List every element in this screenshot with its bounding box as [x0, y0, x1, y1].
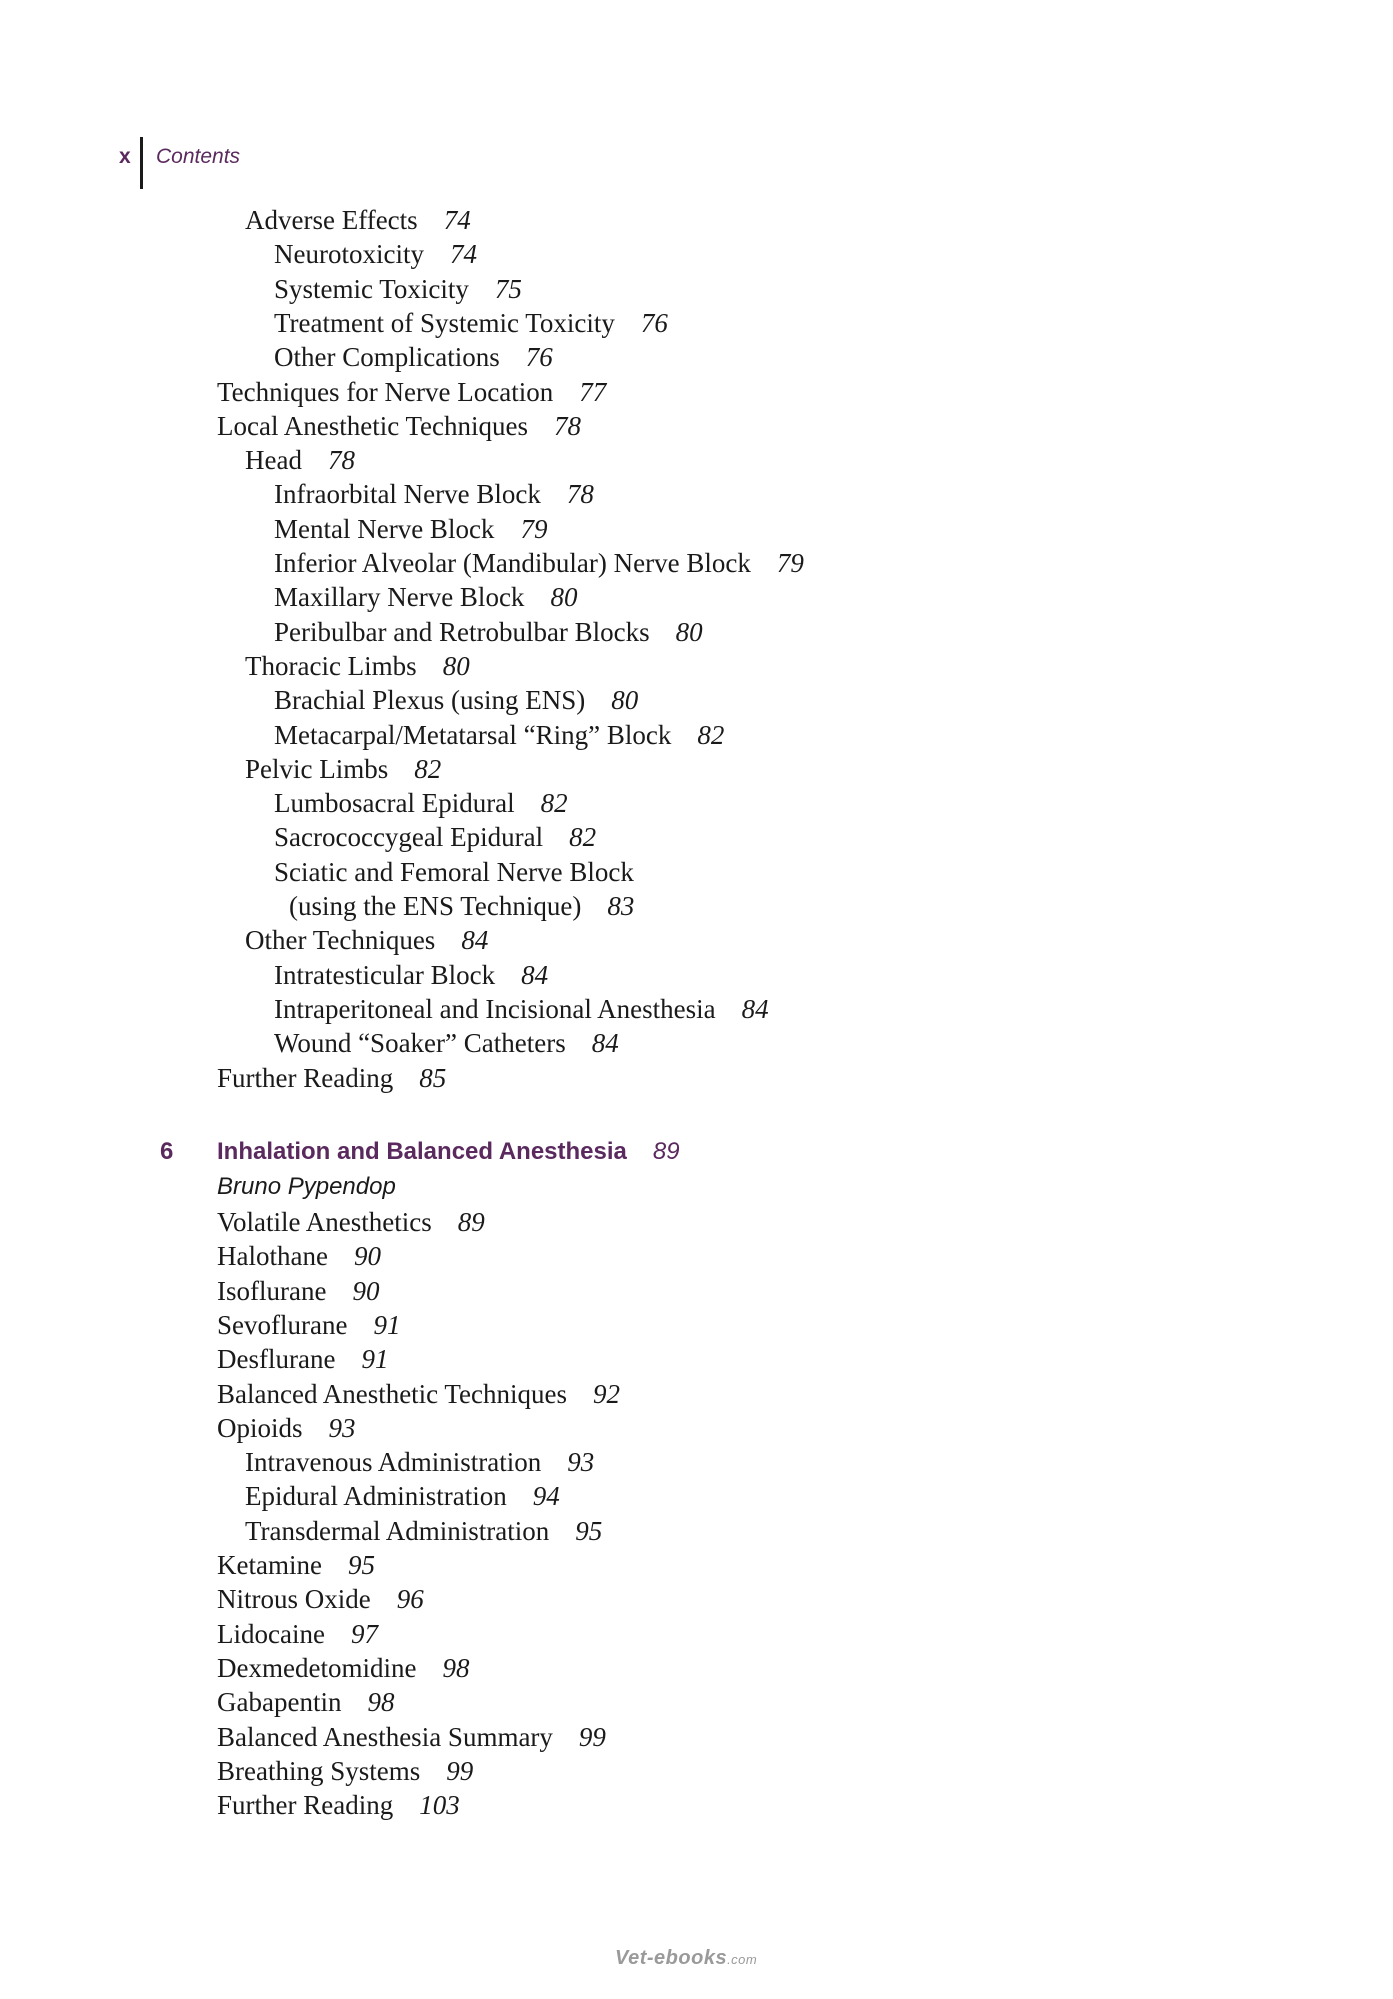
- toc-entry-page: 80: [550, 582, 578, 613]
- toc-entry-page: 82: [414, 753, 442, 784]
- toc-entry-page: 93: [567, 1447, 595, 1478]
- toc-entry[interactable]: [274, 855, 634, 889]
- toc-entry-page: 90: [353, 1241, 381, 1272]
- toc-entry[interactable]: [217, 1411, 356, 1445]
- toc-entry[interactable]: [245, 649, 470, 683]
- toc-entry-title: Techniques for Nerve Location: [217, 376, 554, 407]
- toc-entry-title: Nitrous Oxide: [217, 1584, 371, 1615]
- toc-entry-title: Epidural Administration: [245, 1481, 507, 1512]
- toc-entry-title: Brachial Plexus (using ENS): [274, 685, 586, 716]
- toc-entry-page: 92: [593, 1378, 620, 1409]
- toc-entry-page: 79: [776, 548, 804, 578]
- toc-entry-title: Intravenous Administration: [245, 1447, 542, 1478]
- toc-entry-page: 94: [532, 1481, 560, 1512]
- toc-entry-title: Neurotoxicity: [274, 239, 424, 270]
- toc-entry-title: Other Complications: [274, 342, 500, 373]
- toc-entry-title: Thoracic Limbs: [245, 650, 417, 681]
- toc-entry-title: Other Techniques: [245, 925, 436, 956]
- toc-entry[interactable]: [274, 786, 568, 820]
- toc-entry-title: Adverse Effects: [245, 205, 418, 235]
- toc-entry-title: Breathing Systems: [217, 1755, 421, 1786]
- toc-entry[interactable]: [274, 820, 596, 854]
- toc-entry[interactable]: [274, 718, 724, 752]
- toc-entry-title: Systemic Toxicity: [274, 273, 469, 304]
- toc-entry[interactable]: [217, 375, 606, 409]
- toc-entry[interactable]: [274, 546, 804, 580]
- toc-entry-title: Further Reading: [217, 1790, 394, 1821]
- toc-entry-title: Infraorbital Nerve Block: [274, 479, 541, 510]
- toc-entry[interactable]: [274, 683, 638, 717]
- toc-entry-title: Mental Nerve Block: [274, 513, 495, 544]
- toc-entry-page: 91: [373, 1309, 401, 1340]
- toc-entry-title: Head: [245, 445, 302, 476]
- toc-entry[interactable]: [217, 1582, 424, 1616]
- toc-entry[interactable]: [217, 1061, 446, 1095]
- chapter-author: Bruno Pypendop: [217, 1173, 396, 1200]
- toc-entry[interactable]: [217, 1548, 375, 1582]
- toc-entry-page: 82: [540, 788, 568, 819]
- toc-entry-page: 97: [350, 1618, 378, 1649]
- toc-entry[interactable]: [217, 1720, 606, 1754]
- toc-entry-page: 76: [640, 307, 668, 338]
- toc-entry-page: 80: [442, 650, 470, 681]
- toc-entry-page: 76: [525, 342, 553, 373]
- toc-entry[interactable]: [217, 1205, 485, 1239]
- toc-entry[interactable]: [245, 752, 441, 786]
- toc-entry-page: 90: [352, 1275, 380, 1306]
- toc-entry-title: Sevoflurane: [217, 1309, 348, 1340]
- toc-entry-title: Halothane: [217, 1241, 328, 1272]
- toc-entry-page: 84: [461, 925, 489, 956]
- toc-entry-title: Pelvic Limbs: [245, 753, 389, 784]
- toc-entry-page: 82: [569, 822, 597, 853]
- toc-entry[interactable]: [289, 889, 634, 923]
- toc-entry-page: 84: [591, 1028, 619, 1059]
- toc-entry-page: 74: [449, 239, 477, 270]
- toc-entry[interactable]: [217, 1377, 620, 1411]
- toc-entry-page: 103: [419, 1790, 460, 1821]
- toc-entry[interactable]: [274, 958, 548, 992]
- toc-entry-page: 83: [607, 891, 635, 921]
- toc-entry-title: Isoflurane: [217, 1275, 327, 1306]
- toc-entry-title: Intratesticular Block: [274, 959, 496, 990]
- running-head: [119, 137, 240, 189]
- toc-entry-page: 99: [446, 1755, 474, 1786]
- toc-entry-page: 84: [741, 993, 769, 1024]
- toc-entry[interactable]: [217, 409, 581, 443]
- toc-entry-title: Treatment of Systemic Toxicity: [274, 307, 615, 338]
- toc-entry-page: 77: [579, 376, 607, 407]
- toc-entry-page: 95: [575, 1515, 603, 1546]
- page-folio: x: [119, 145, 131, 168]
- toc-entry[interactable]: [245, 923, 488, 957]
- toc-entry-title: Ketamine: [217, 1550, 322, 1580]
- toc-entry-page: 78: [554, 410, 582, 441]
- toc-entry-page: 99: [578, 1721, 606, 1752]
- toc-entry-page: 82: [697, 719, 725, 750]
- toc-entry[interactable]: [245, 1445, 594, 1479]
- toc-entry-title: Balanced Anesthesia Summary: [217, 1721, 553, 1752]
- toc-entry-page: 95: [347, 1550, 375, 1580]
- toc-entry-title: Wound “Soaker” Catheters: [274, 1028, 566, 1059]
- toc-entry-page: 84: [521, 959, 549, 990]
- toc-entry-page: 85: [419, 1062, 447, 1093]
- toc-entry[interactable]: [245, 1514, 602, 1548]
- toc-entry[interactable]: [274, 580, 577, 614]
- toc-entry[interactable]: [274, 306, 668, 340]
- toc-entry-title: Volatile Anesthetics: [217, 1207, 432, 1237]
- toc-entry-title: Further Reading: [217, 1062, 394, 1093]
- toc-entry[interactable]: [217, 1754, 473, 1788]
- toc-entry-title: Transdermal Administration: [245, 1515, 550, 1546]
- toc-entry-page: 78: [327, 445, 355, 476]
- toc-entry-title: Inferior Alveolar (Mandibular) Nerve Block: [274, 548, 751, 578]
- toc-entry[interactable]: [274, 992, 769, 1026]
- toc-entry[interactable]: [217, 1342, 388, 1376]
- toc-entry-title: Desflurane: [217, 1344, 336, 1375]
- toc-entry-page: 89: [457, 1207, 485, 1237]
- toc-entry[interactable]: [274, 272, 522, 306]
- chapter-heading[interactable]: [0, 1135, 1393, 1169]
- toc-entry-page: 98: [442, 1652, 470, 1683]
- toc-entry[interactable]: [217, 1651, 469, 1685]
- toc-entry-page: 96: [396, 1584, 424, 1615]
- toc-entry[interactable]: [274, 615, 703, 649]
- toc-entry-page: 79: [520, 513, 548, 544]
- toc-entry-title: Local Anesthetic Techniques: [217, 410, 529, 441]
- toc-entry[interactable]: [217, 1617, 378, 1651]
- toc-entry[interactable]: [274, 477, 594, 511]
- toc-entry-page: 75: [494, 273, 522, 304]
- toc-entry-title: Sacrococcygeal Epidural: [274, 822, 544, 853]
- watermark-brand: Vet-ebooks: [615, 1947, 728, 1969]
- toc-entry[interactable]: [274, 340, 553, 374]
- watermark: [615, 1947, 757, 1977]
- toc-entry-page: 98: [367, 1687, 395, 1718]
- toc-entry-page: 74: [443, 205, 471, 235]
- toc-entry-title: Dexmedetomidine: [217, 1652, 417, 1683]
- toc-entry[interactable]: [245, 443, 355, 477]
- toc-entry[interactable]: [217, 1308, 400, 1342]
- toc-entry[interactable]: [245, 203, 471, 237]
- chapter-title-wrap: [217, 1135, 680, 1169]
- toc-entry-title: Sciatic and Femoral Nerve Block: [274, 856, 634, 887]
- running-head-section: Contents: [156, 145, 241, 168]
- toc-entry[interactable]: [274, 1026, 619, 1060]
- chapter-title: Inhalation and Balanced Anesthesia: [217, 1138, 627, 1165]
- toc-entry[interactable]: [274, 237, 477, 271]
- toc-entry-title: Peribulbar and Retrobulbar Blocks: [274, 616, 650, 647]
- toc-entry-title: Lumbosacral Epidural: [274, 788, 515, 819]
- toc-entry-page: 93: [328, 1412, 356, 1443]
- toc-entry-title: Intraperitoneal and Incisional Anesthesia: [274, 993, 716, 1024]
- toc-entry[interactable]: [217, 1239, 381, 1273]
- toc-entry[interactable]: [217, 1685, 394, 1719]
- running-head-rule: [140, 137, 143, 189]
- toc-entry-title: Maxillary Nerve Block: [274, 582, 525, 613]
- toc-entry-title: Lidocaine: [217, 1618, 325, 1649]
- toc-entry-page: 80: [675, 616, 703, 647]
- toc-entry[interactable]: [274, 512, 547, 546]
- chapter-number: 6: [160, 1138, 174, 1165]
- toc-entry-title: Balanced Anesthetic Techniques: [217, 1378, 567, 1409]
- toc-entry-page: 91: [361, 1344, 389, 1375]
- toc-entry[interactable]: [217, 1274, 379, 1308]
- toc-entry-title: (using the ENS Technique): [289, 891, 582, 921]
- toc-entry[interactable]: [245, 1479, 560, 1513]
- toc-entry-page: 80: [611, 685, 639, 716]
- toc-entry-title: Metacarpal/Metatarsal “Ring” Block: [274, 719, 672, 750]
- watermark-suffix: .com: [727, 1952, 758, 1967]
- toc-entry-title: Gabapentin: [217, 1687, 342, 1718]
- toc-entry-title: Opioids: [217, 1412, 303, 1443]
- toc-entry[interactable]: [217, 1788, 460, 1822]
- toc-entry-page: 78: [566, 479, 594, 510]
- chapter-page: 89: [652, 1138, 680, 1165]
